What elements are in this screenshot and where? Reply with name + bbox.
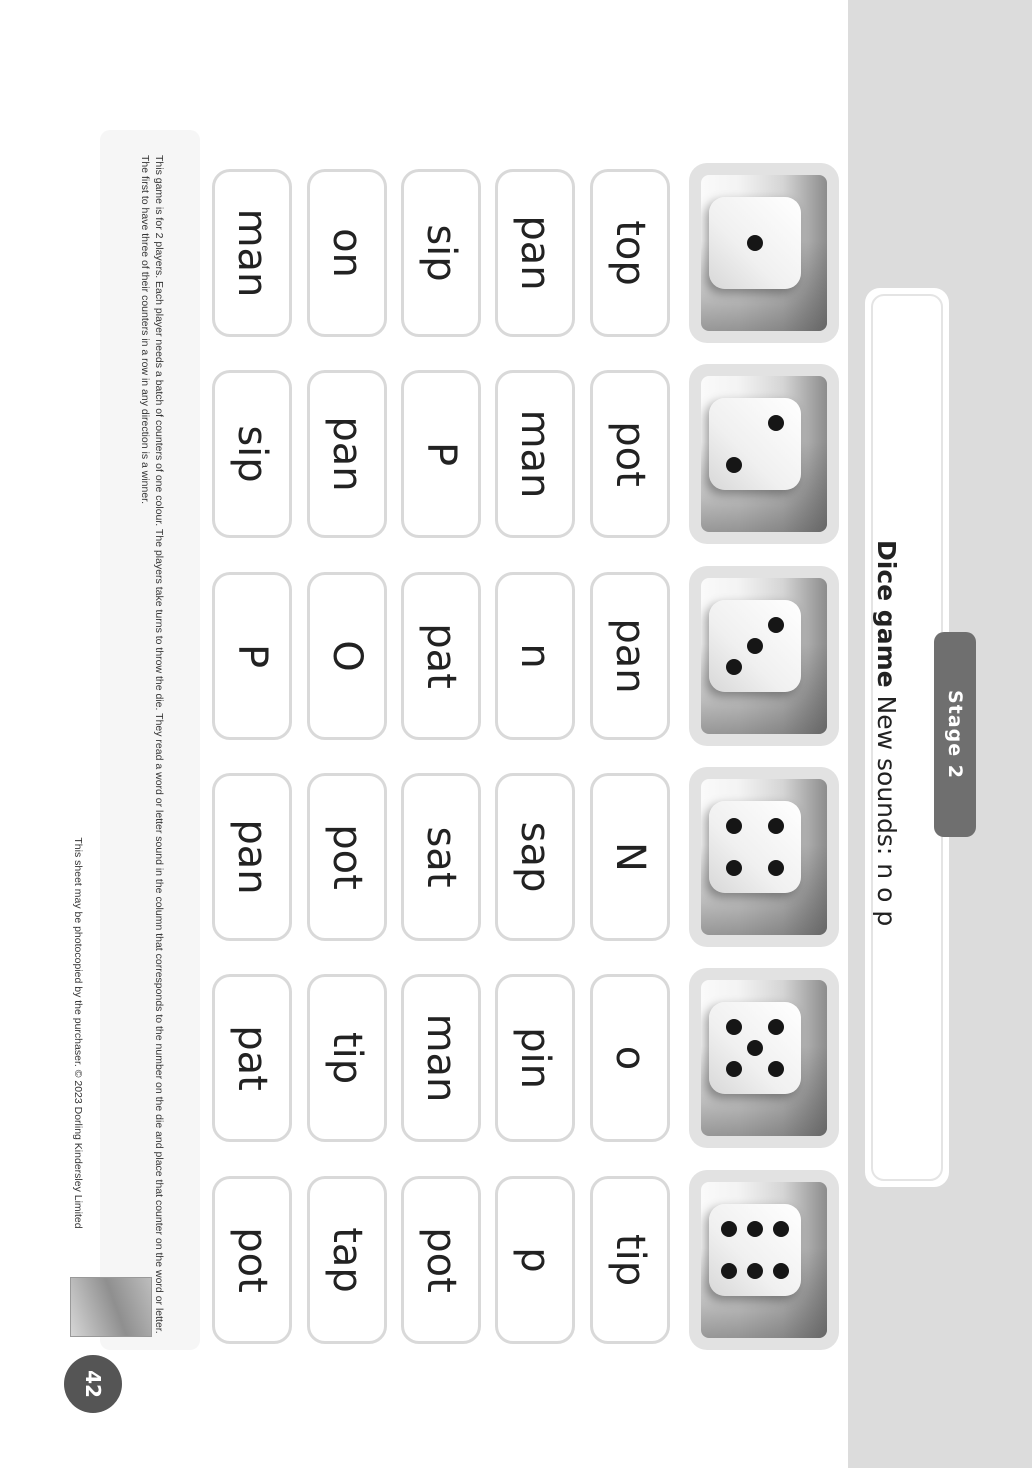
book-cover-thumbnail — [70, 1277, 152, 1337]
word-card: sip — [401, 169, 481, 337]
word-card: p — [495, 1176, 575, 1344]
die-4-icon — [709, 801, 801, 893]
die-pip — [726, 457, 742, 473]
word-card: sap — [495, 773, 575, 941]
dice-photo — [701, 1182, 827, 1338]
dice-photo — [701, 376, 827, 532]
die-3-icon — [709, 600, 801, 692]
die-pip — [726, 659, 742, 675]
word-card: pan — [495, 169, 575, 337]
dice-tile-5 — [689, 968, 839, 1148]
word-card: P — [401, 370, 481, 538]
copyright-note: This sheet may be photocopied by the purchaser. © 2023 Dorling Kindersley Limited — [72, 837, 84, 1229]
dice-tile-4 — [689, 767, 839, 947]
word-card: pan — [590, 572, 670, 740]
die-pip — [747, 1221, 763, 1237]
die-pip — [726, 818, 742, 834]
word-card: sip — [212, 370, 292, 538]
word-card: sat — [401, 773, 481, 941]
word-card: tap — [307, 1176, 387, 1344]
word-card: o — [590, 974, 670, 1142]
word-card: man — [495, 370, 575, 538]
dice-tile-1 — [689, 163, 839, 343]
word-card: O — [307, 572, 387, 740]
instructions-text: This game is for 2 players. Each player needs a batch of counters of one colour. The players take turns to throw the die. They read a word or letter sound in the column that corresponds to the number on the die and place that counter on the word or letter. The first to have three of their counters in a row in any direction is a winner. — [139, 155, 165, 1334]
die-pip — [768, 818, 784, 834]
die-pip — [726, 1061, 742, 1077]
word-card: top — [590, 169, 670, 337]
word-card: tip — [590, 1176, 670, 1344]
word-card: pot — [401, 1176, 481, 1344]
die-pip — [721, 1263, 737, 1279]
die-2-icon — [709, 398, 801, 490]
page-number: 42 — [64, 1355, 122, 1413]
word-card: pat — [401, 572, 481, 740]
word-card: tip — [307, 974, 387, 1142]
die-pip — [726, 1019, 742, 1035]
die-pip — [747, 1040, 763, 1056]
word-card: pin — [495, 974, 575, 1142]
die-pip — [747, 638, 763, 654]
die-pip — [768, 860, 784, 876]
dice-photo — [701, 779, 827, 935]
word-card: P — [212, 572, 292, 740]
title-rest: New sounds: n o p — [872, 695, 901, 927]
word-card: pot — [307, 773, 387, 941]
dice-photo — [701, 578, 827, 734]
title-bold: Dice game — [872, 540, 901, 688]
die-1-icon — [709, 197, 801, 289]
word-card: on — [307, 169, 387, 337]
word-card: man — [212, 169, 292, 337]
die-pip — [768, 415, 784, 431]
word-card: n — [495, 572, 575, 740]
dice-tile-6 — [689, 1170, 839, 1350]
die-pip — [768, 1019, 784, 1035]
word-card: pan — [307, 370, 387, 538]
page-title — [862, 540, 910, 980]
die-6-icon — [709, 1204, 801, 1296]
word-card: pan — [212, 773, 292, 941]
dice-photo — [701, 175, 827, 331]
stage-badge: Stage 2 — [934, 632, 976, 837]
word-card: man — [401, 974, 481, 1142]
dice-tile-3 — [689, 566, 839, 746]
dice-photo — [701, 980, 827, 1136]
dice-tile-2 — [689, 364, 839, 544]
die-5-icon — [709, 1002, 801, 1094]
die-pip — [773, 1263, 789, 1279]
die-pip — [721, 1221, 737, 1237]
die-pip — [768, 1061, 784, 1077]
word-card: pot — [590, 370, 670, 538]
die-pip — [747, 1263, 763, 1279]
die-pip — [726, 860, 742, 876]
word-card: pat — [212, 974, 292, 1142]
word-card: N — [590, 773, 670, 941]
die-pip — [768, 617, 784, 633]
word-card: pot — [212, 1176, 292, 1344]
die-pip — [773, 1221, 789, 1237]
die-pip — [747, 235, 763, 251]
